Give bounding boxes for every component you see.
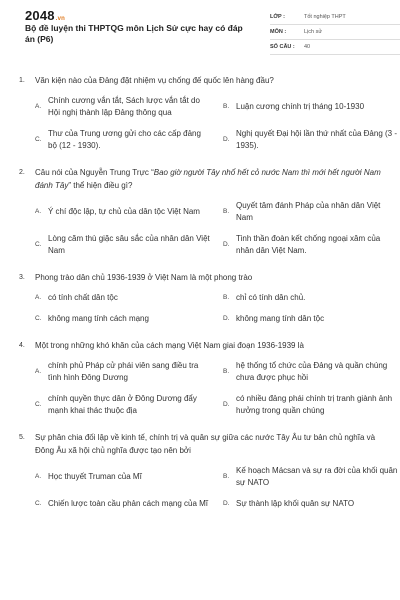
meta-key: MÔN : bbox=[270, 29, 287, 35]
question-stem: Văn kiện nào của Đảng đặt nhiệm vụ chống đế quốc lên hàng đầu? bbox=[35, 76, 274, 85]
question-number: 5. bbox=[19, 434, 25, 441]
question-number: 4. bbox=[19, 342, 25, 349]
question-number: 3. bbox=[19, 274, 25, 281]
option-grid bbox=[15, 200, 385, 257]
question-2 bbox=[15, 166, 385, 257]
option-letter: A. bbox=[35, 473, 42, 480]
option-text: Ý chí độc lập, tự chủ của dân tộc Việt Nam bbox=[48, 207, 200, 216]
option-a[interactable] bbox=[35, 465, 210, 489]
question-3 bbox=[15, 271, 385, 325]
option-text: Chính cương vắn tắt, Sách lược vắn tắt do Hội nghị thành lập Đảng thông qua bbox=[48, 96, 200, 117]
option-text: không mang tính dân tộc bbox=[236, 314, 325, 323]
stem-after: ” thể hiện điều gì? bbox=[68, 181, 133, 190]
option-text: chỉ có tính dân chủ. bbox=[236, 293, 306, 302]
logo-suffix: .vn bbox=[55, 16, 66, 22]
meta-row-class bbox=[270, 10, 400, 25]
option-text: Chiến lược toàn cầu phản cách mạng của Mĩ bbox=[48, 499, 209, 508]
option-text: không mang tính cách mạng bbox=[48, 314, 149, 323]
option-d[interactable] bbox=[223, 393, 398, 417]
meta-row-subject bbox=[270, 25, 400, 40]
option-letter: C. bbox=[35, 401, 42, 408]
question-text bbox=[15, 431, 385, 457]
option-letter: D. bbox=[223, 500, 230, 507]
option-grid bbox=[15, 465, 398, 510]
option-letter: C. bbox=[35, 136, 42, 143]
option-letter: A. bbox=[35, 294, 42, 301]
option-grid bbox=[15, 360, 393, 417]
option-letter: B. bbox=[223, 103, 230, 110]
option-letter: D. bbox=[223, 136, 230, 143]
option-text: có tính chất dân tộc bbox=[48, 293, 118, 302]
option-letter: B. bbox=[223, 208, 230, 215]
option-text: Quyết tâm đánh Pháp của nhân dân Việt Nam bbox=[236, 201, 381, 222]
question-text bbox=[15, 166, 385, 192]
meta-table bbox=[270, 10, 400, 55]
option-grid bbox=[15, 95, 398, 152]
question-5 bbox=[15, 431, 398, 510]
option-grid bbox=[15, 292, 385, 325]
option-a[interactable] bbox=[35, 292, 210, 304]
option-text: Nghị quyết Đại hội lần thứ nhất của Đảng (3 - 1935). bbox=[236, 129, 398, 150]
option-text: Thư của Trung ương gửi cho các cấp đảng bộ (12 - 1930). bbox=[48, 129, 201, 150]
option-c[interactable] bbox=[35, 313, 210, 325]
option-c[interactable] bbox=[35, 498, 210, 510]
option-d[interactable] bbox=[223, 233, 398, 257]
option-letter: D. bbox=[223, 315, 230, 322]
option-text: Tinh thần đoàn kết chống ngoại xâm của nhân dân Việt Nam. bbox=[236, 234, 381, 255]
worksheet-title: Bộ đề luyện thi THPTQG môn Lịch Sử cực hay có đáp án (P6) bbox=[25, 23, 243, 44]
option-d[interactable] bbox=[223, 498, 398, 510]
option-text: Học thuyết Truman của Mĩ bbox=[48, 472, 142, 481]
option-letter: A. bbox=[35, 368, 42, 375]
stem-quote: Bao giờ người Tây nhổ hết cỏ nước Nam thì mới hết người Nam đánh Tây bbox=[35, 168, 381, 190]
option-letter: D. bbox=[223, 401, 230, 408]
option-text: chính phủ Pháp cử phái viên sang điều tra tình hình Đông Dương bbox=[48, 361, 199, 382]
meta-value: 40 bbox=[304, 44, 311, 50]
option-letter: A. bbox=[35, 103, 42, 110]
option-text: chính quyền thực dân ở Đông Dương đẩy mạnh khai thác thuộc địa bbox=[48, 394, 197, 415]
question-stem bbox=[35, 166, 385, 192]
option-a[interactable] bbox=[35, 360, 210, 384]
option-b[interactable] bbox=[223, 292, 398, 304]
option-text: Sự thành lập khối quân sự NATO bbox=[236, 499, 355, 508]
option-c[interactable] bbox=[35, 233, 210, 257]
option-c[interactable] bbox=[35, 393, 210, 417]
meta-key: LỚP : bbox=[270, 14, 285, 20]
site-logo[interactable] bbox=[25, 8, 65, 23]
option-letter: A. bbox=[35, 208, 42, 215]
option-b[interactable] bbox=[223, 200, 398, 224]
question-stem: Một trong những khó khăn của cách mạng Việt Nam giai đoạn 1936-1939 là bbox=[35, 341, 304, 350]
question-1 bbox=[15, 74, 398, 152]
option-a[interactable] bbox=[35, 95, 210, 119]
option-b[interactable] bbox=[223, 360, 398, 384]
option-a[interactable] bbox=[35, 200, 210, 224]
option-letter: B. bbox=[223, 294, 230, 301]
meta-value: Tốt nghiệp THPT bbox=[304, 14, 346, 20]
option-d[interactable] bbox=[223, 128, 398, 152]
question-number: 1. bbox=[19, 77, 25, 84]
option-c[interactable] bbox=[35, 128, 210, 152]
option-letter: C. bbox=[35, 500, 42, 507]
question-stem: Sự phân chia đối lập về kinh tế, chính trị và quân sự giữa các nước Tây Âu tư bản chủ nghĩa và Đông Âu xã hội chủ nghĩa được tạo nên bởi bbox=[35, 433, 376, 455]
option-letter: D. bbox=[223, 241, 230, 248]
meta-key: SỐ CÂU : bbox=[270, 44, 295, 50]
stem-before: Câu nói của Nguyễn Trung Trực “ bbox=[35, 168, 154, 177]
header bbox=[15, 0, 385, 58]
option-letter: B. bbox=[223, 473, 230, 480]
question-number: 2. bbox=[19, 169, 25, 176]
option-letter: C. bbox=[35, 241, 42, 248]
question-text bbox=[15, 339, 385, 352]
question-4 bbox=[15, 339, 393, 417]
option-b[interactable] bbox=[223, 95, 398, 119]
question-stem: Phong trào dân chủ 1936-1939 ở Việt Nam là một phong trào bbox=[35, 273, 253, 282]
option-text: Kế hoạch Mácsan và sự ra đời của khối quân sự NATO bbox=[236, 466, 398, 487]
option-letter: B. bbox=[223, 368, 230, 375]
option-letter: C. bbox=[35, 315, 42, 322]
meta-row-count bbox=[270, 40, 400, 55]
logo-main: 2048 bbox=[25, 8, 55, 23]
option-text: Luận cương chính trị tháng 10-1930 bbox=[236, 102, 365, 111]
question-list bbox=[15, 74, 398, 524]
option-d[interactable] bbox=[223, 313, 398, 325]
option-text: hệ thống tổ chức của Đảng và quần chúng chưa được phục hồi bbox=[236, 361, 388, 382]
meta-value: Lịch sử bbox=[304, 29, 323, 35]
option-text: có nhiều đảng phái chính trị tranh giành ảnh hưởng trong quần chúng bbox=[236, 394, 393, 415]
question-text bbox=[15, 74, 385, 87]
option-b[interactable] bbox=[223, 465, 398, 489]
option-text: Lòng căm thù giặc sâu sắc của nhân dân Việt Nam bbox=[48, 234, 210, 255]
question-text bbox=[15, 271, 385, 284]
